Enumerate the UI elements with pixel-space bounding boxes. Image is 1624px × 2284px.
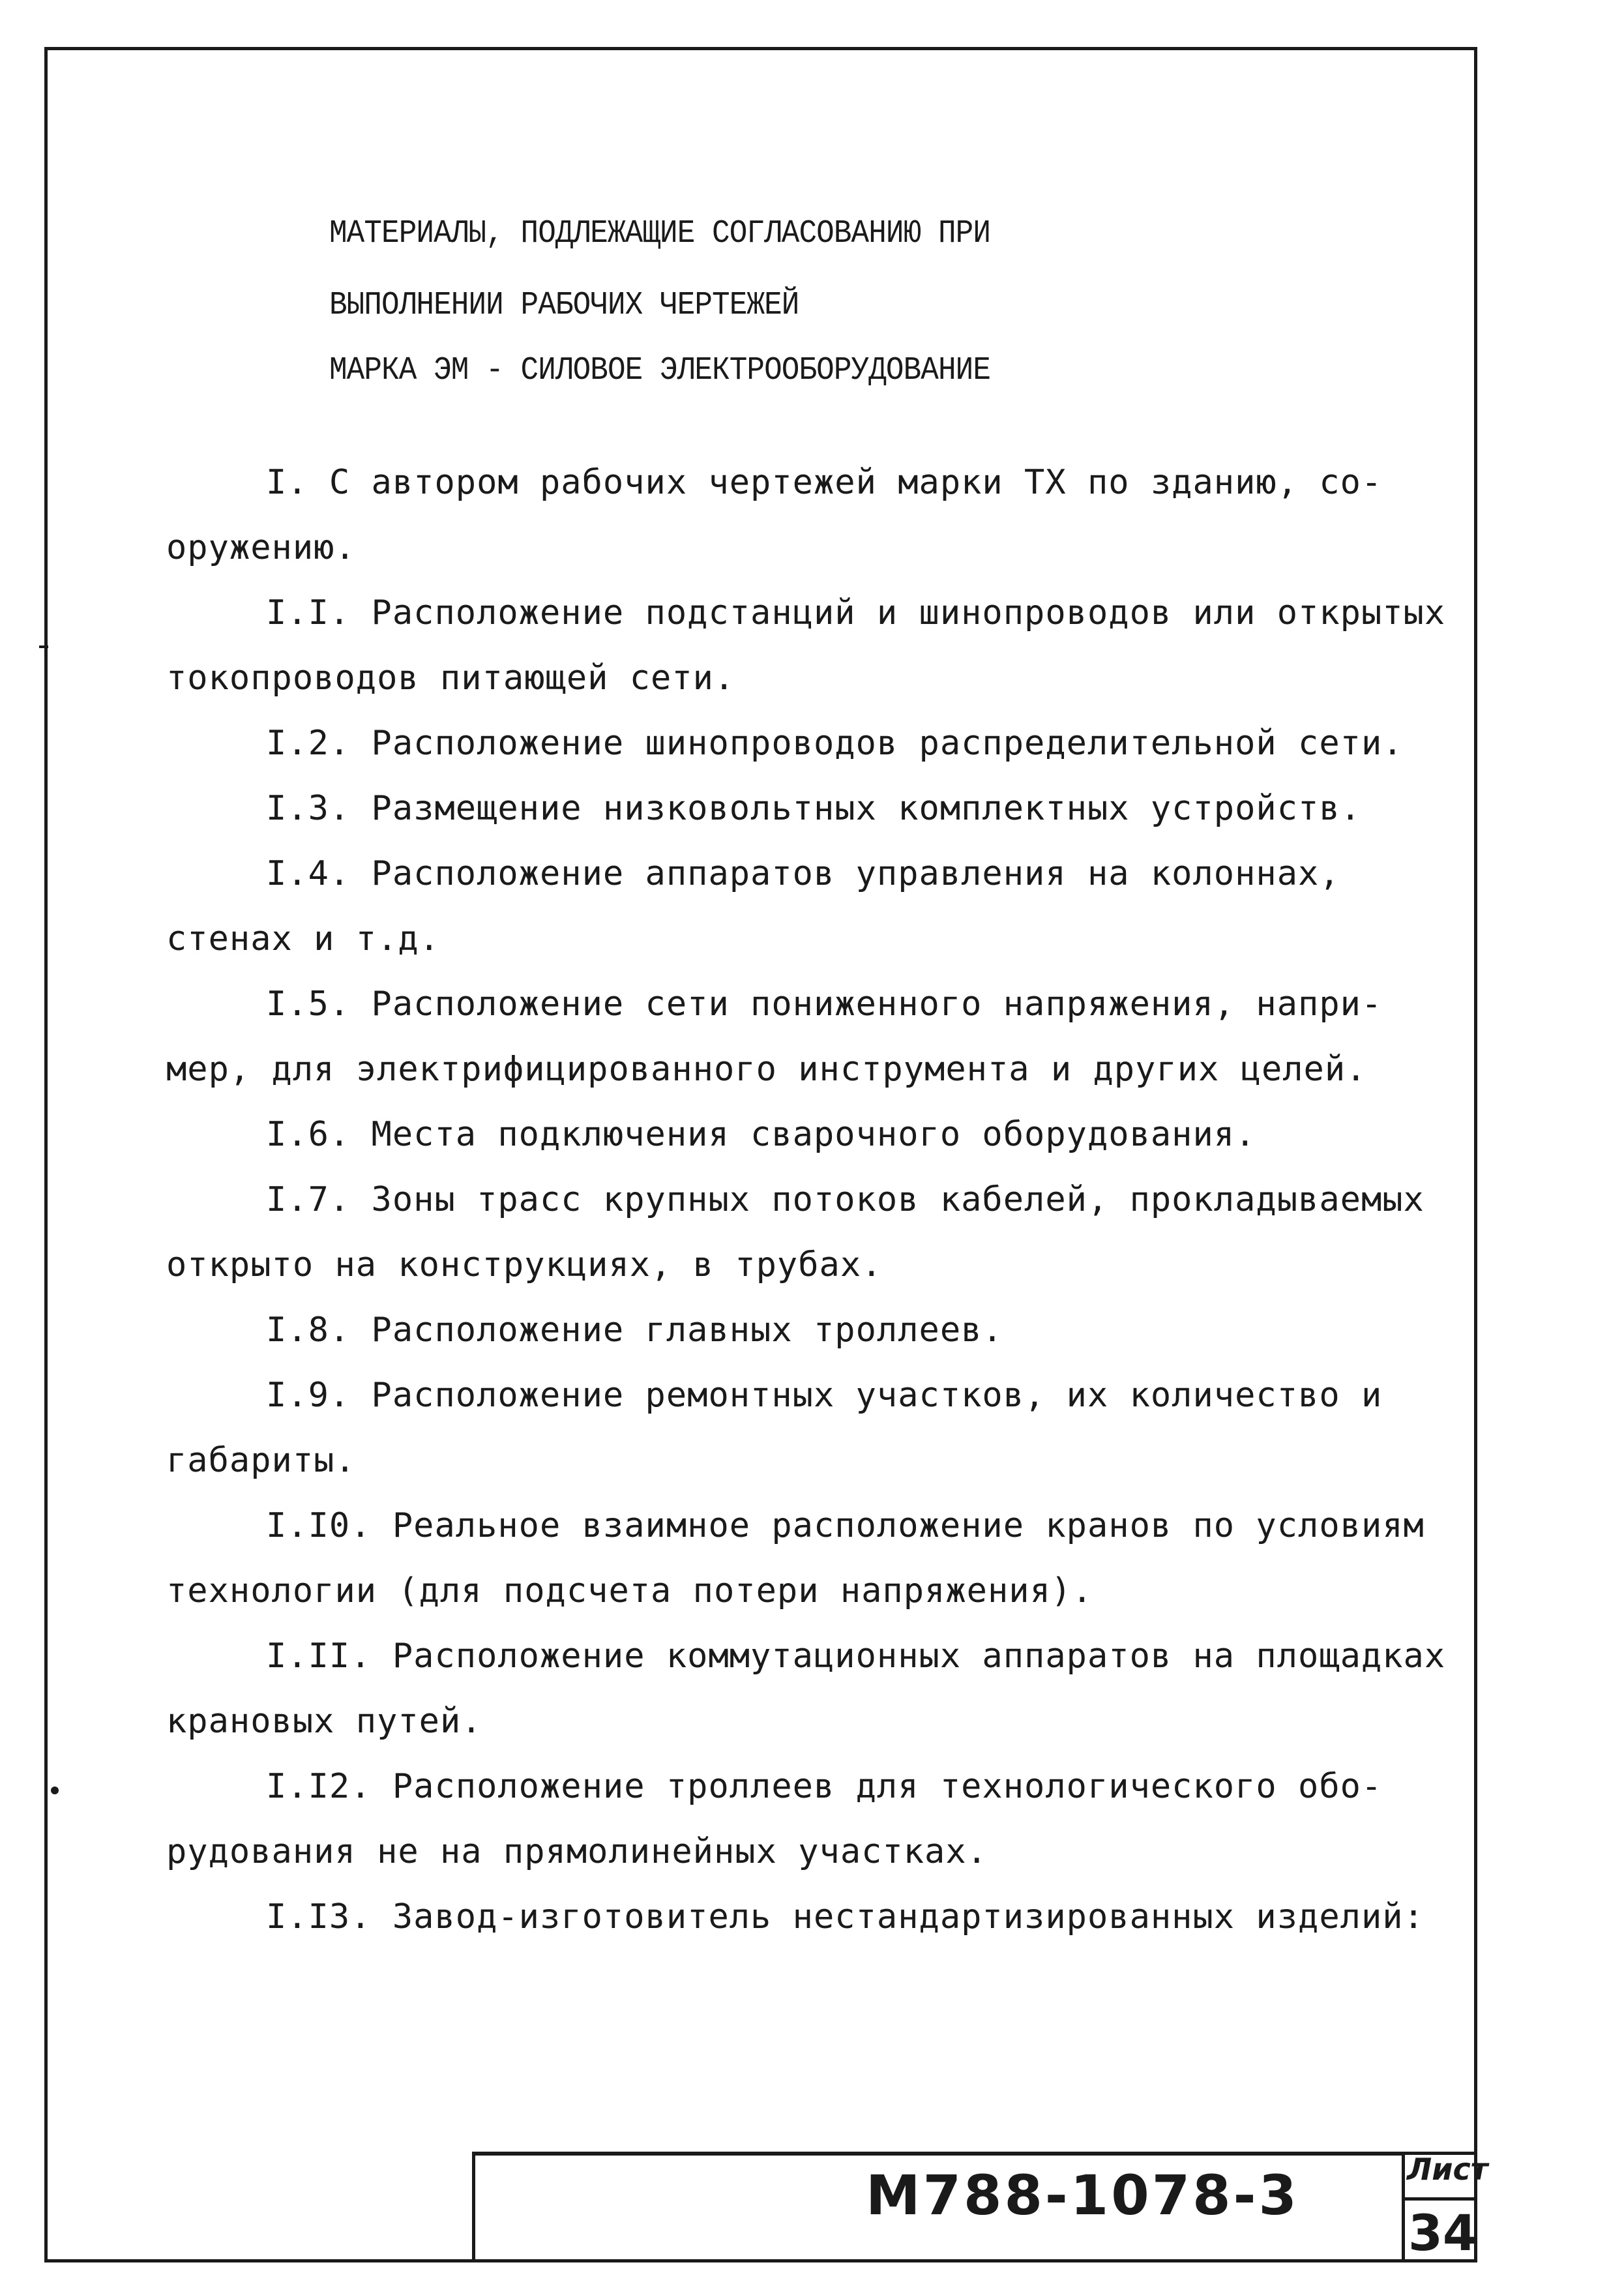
sheet-label: Лист (1407, 2152, 1488, 2187)
item-1-8: I.8. Расположение главных троллеев. (266, 1311, 1003, 1350)
item-1-10-line-1: I.I0. Реальное взаимное расположение кранов по условиям (266, 1506, 1425, 1545)
item-1-line-2: оружению. (166, 528, 356, 567)
item-1-9-line-2: габариты. (166, 1441, 356, 1480)
margin-tick (39, 645, 48, 648)
item-1-4-line-2: стенах и т.д. (166, 919, 440, 958)
item-1-3: I.3. Размещение низковольтных комплектных устройств. (266, 789, 1361, 828)
item-1-12-line-1: I.I2. Расположение троллеев для технологического обо- (266, 1767, 1383, 1806)
item-1-line-1: I. С автором рабочих чертежей марки ТХ по зданию, со- (266, 463, 1383, 502)
item-1-5-line-2: мер, для электрифицированного инструмента и других целей. (166, 1050, 1367, 1089)
item-1-10-line-2: технологии (для подсчета потери напряжения). (166, 1571, 1093, 1610)
sheet-cell-divider (1402, 2197, 1477, 2201)
item-1-7-line-1: I.7. Зоны трасс крупных потоков кабелей, прокладываемых (266, 1180, 1425, 1219)
item-1-4-line-1: I.4. Расположение аппаратов управления на колоннах, (266, 854, 1340, 893)
item-1-11-line-1: I.II. Расположение коммутационных аппаратов на площадках (266, 1637, 1446, 1676)
heading-line-2: ВЫПОЛНЕНИИ РАБОЧИХ ЧЕРТЕЖЕЙ (329, 287, 799, 324)
item-1-13: I.I3. Завод-изготовитель нестандартизированных изделий: (266, 1897, 1425, 1936)
heading-line-1: МАТЕРИАЛЫ, ПОДЛЕЖАЩИЕ СОГЛАСОВАНИЮ ПРИ (329, 215, 991, 252)
item-1-5-line-1: I.5. Расположение сети пониженного напряжения, напри- (266, 985, 1383, 1024)
margin-dot (51, 1787, 59, 1794)
item-1-6: I.6. Места подключения сварочного оборудования. (266, 1115, 1256, 1154)
document-code: М788-1078-3 (866, 2163, 1299, 2227)
item-1-12-line-2: рудования не на прямолинейных участках. (166, 1832, 988, 1871)
item-1-2: I.2. Расположение шинопроводов распределительной сети. (266, 724, 1404, 763)
item-1-1-line-2: токопроводов питающей сети. (166, 659, 735, 698)
item-1-9-line-1: I.9. Расположение ремонтных участков, их количество и (266, 1376, 1383, 1415)
item-1-1-line-1: I.I. Расположение подстанций и шинопроводов или открытых (266, 593, 1446, 632)
item-1-7-line-2: открыто на конструкциях, в трубах. (166, 1245, 883, 1284)
item-1-11-line-2: крановых путей. (166, 1702, 482, 1741)
sheet-number: 34 (1408, 2204, 1477, 2262)
heading-line-3: МАРКА ЭМ - СИЛОВОЕ ЭЛЕКТРООБОРУДОВАНИЕ (329, 352, 991, 389)
